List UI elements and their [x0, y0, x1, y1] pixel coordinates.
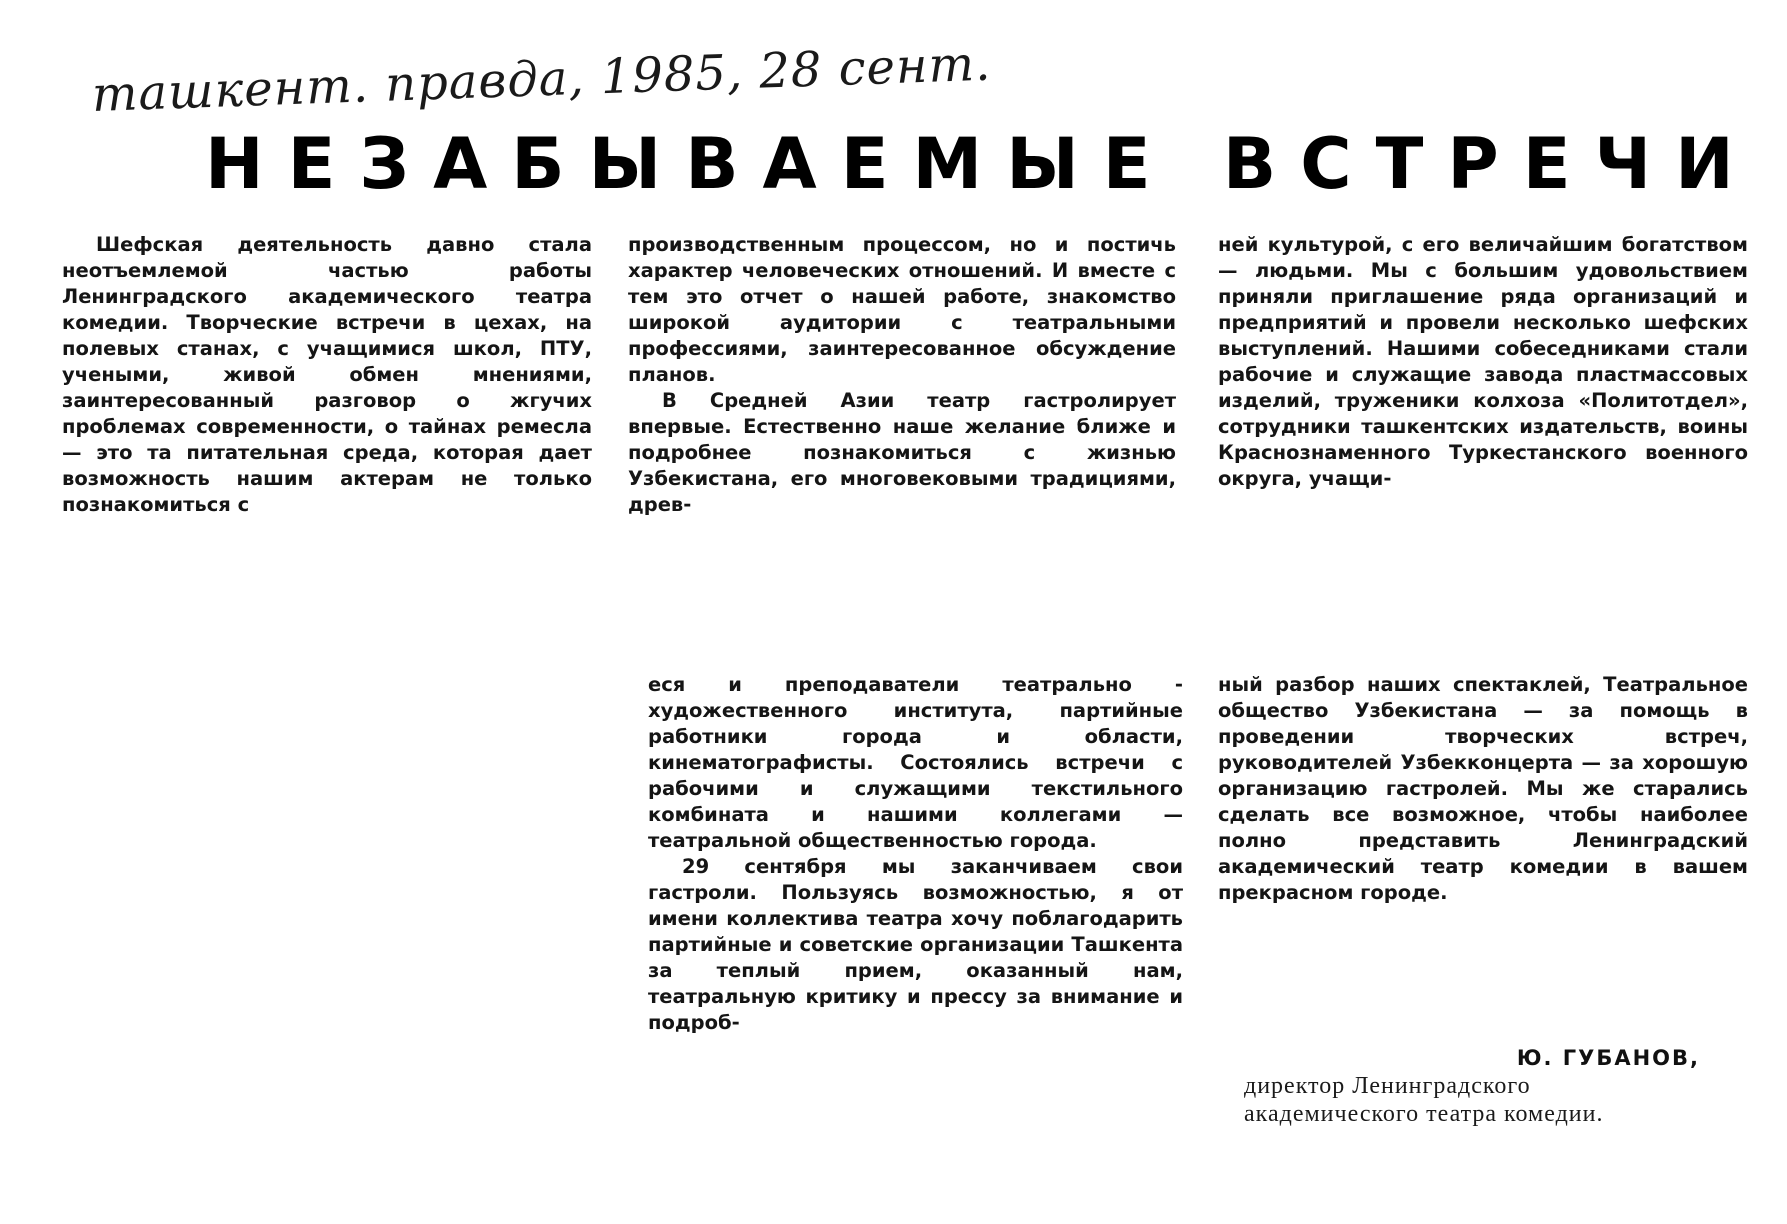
article-column-5 [1218, 672, 1748, 1032]
article-column-4 [648, 672, 1183, 1152]
column-2-paragraph-2: В Средней Азии театр гастролирует впервые. Естественно наше желание ближе и подробнее познакомиться с жизнью Узбекистана, его многовековыми традициями, древ- [628, 389, 1176, 516]
article-column-1 [62, 232, 592, 572]
article-column-3 [1218, 232, 1748, 622]
author-role: директор Ленинградского академического театра комедии. [1244, 1073, 1604, 1127]
column-1-paragraph: Шефская деятельность давно стала неотъемлемой частью работы Ленинградского академического театра комедии. Творческие встречи в цехах, на полевых станах, с учащимися школ, ПТУ, учеными, живой обмен мнениями, заинтересованный разговор о жгучих проблемах современности, о тайнах ремесла — это та питательная среда, которая дает возможность нашим актерам не только познакомиться с [62, 233, 592, 516]
handwritten-source-note: ташкент. правда, 1985, 28 сент. [91, 35, 993, 123]
author-signature [1230, 1044, 1700, 1164]
column-5-paragraph: ный разбор наших спектаклей, Театральное общество Узбекистана — за помощь в проведении творческих встреч, руководителей Узбекконцерта — за хорошую организацию гастролей. Мы же старались сделать все возможное, чтобы наиболее полно представить Ленинградский академический театр комедии в вашем прекрасном городе. [1218, 673, 1748, 904]
article-column-2 [628, 232, 1176, 622]
column-4-paragraph-1: еся и преподаватели театрально - художественного института, партийные работники города и области, кинематографисты. Состоялись встречи с рабочими и служащими текстильного комбината и нашими коллегами — театральной общественностью города. [648, 673, 1183, 852]
column-2-paragraph-1: производственным процессом, но и постичь характер человеческих отношений. И вместе с тем это отчет о нашей работе, знакомство широкой аудитории с театральными профессиями, заинтересованное обсуждение планов. [628, 233, 1176, 386]
author-name: Ю. ГУБАНОВ, [1516, 1046, 1700, 1070]
article-headline: НЕЗАБЫВАЕМЫЕ ВСТРЕЧИ [205, 123, 1758, 205]
column-4-paragraph-2: 29 сентября мы заканчиваем свои гастроли. Пользуясь возможностью, я от имени коллектива театра хочу поблагодарить партийные и советские организации Ташкента за теплый прием, оказанный нам, театральную критику и прессу за внимание и подроб- [648, 855, 1183, 1034]
column-3-paragraph: ней культурой, с его величайшим богатством — людьми. Мы с большим удовольствием приняли приглашение ряда организаций и предприятий и провели несколько шефских выступлений. Нашими собеседниками стали рабочие и служащие завода пластмассовых изделий, труженики колхоза «Политотдел», сотрудники ташкентских издательств, воины Краснознаменного Туркестанского военного округа, учащи- [1218, 233, 1748, 490]
